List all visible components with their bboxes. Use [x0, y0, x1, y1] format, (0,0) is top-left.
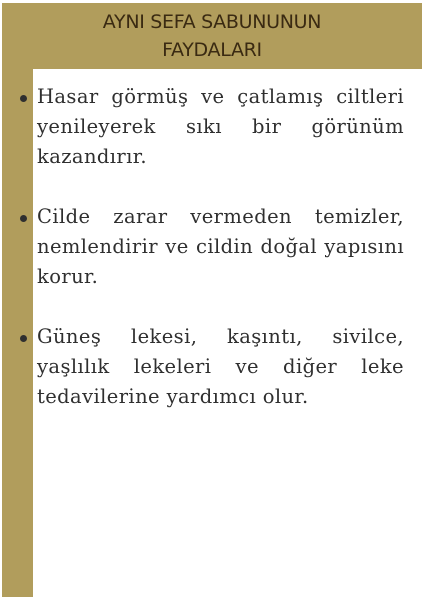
benefit-text: Hasar görmüş ve çatlamış ciltleri yenileyerek sıkı bir görünüm kazandırır.: [37, 85, 404, 168]
benefit-text: Güneş lekesi, kaşıntı, sivilce, yaşlılık lekeleri ve diğer leke tedavilerine yardımcı olur.: [37, 325, 404, 408]
page-header: [2, 3, 422, 69]
bullet-dot-icon: [20, 215, 27, 222]
page-title-line-1: AYNI SEFA SABUNUNUN: [102, 11, 322, 33]
bullet-dot-icon: [20, 335, 27, 342]
benefit-text: Cilde zarar vermeden temizler, nemlendirir ve cildin doğal yapısını korur.: [37, 205, 404, 288]
page-title-line-2: FAYDALARI: [162, 39, 262, 61]
bullet-dot-icon: [20, 95, 27, 102]
content-panel: [33, 69, 422, 597]
